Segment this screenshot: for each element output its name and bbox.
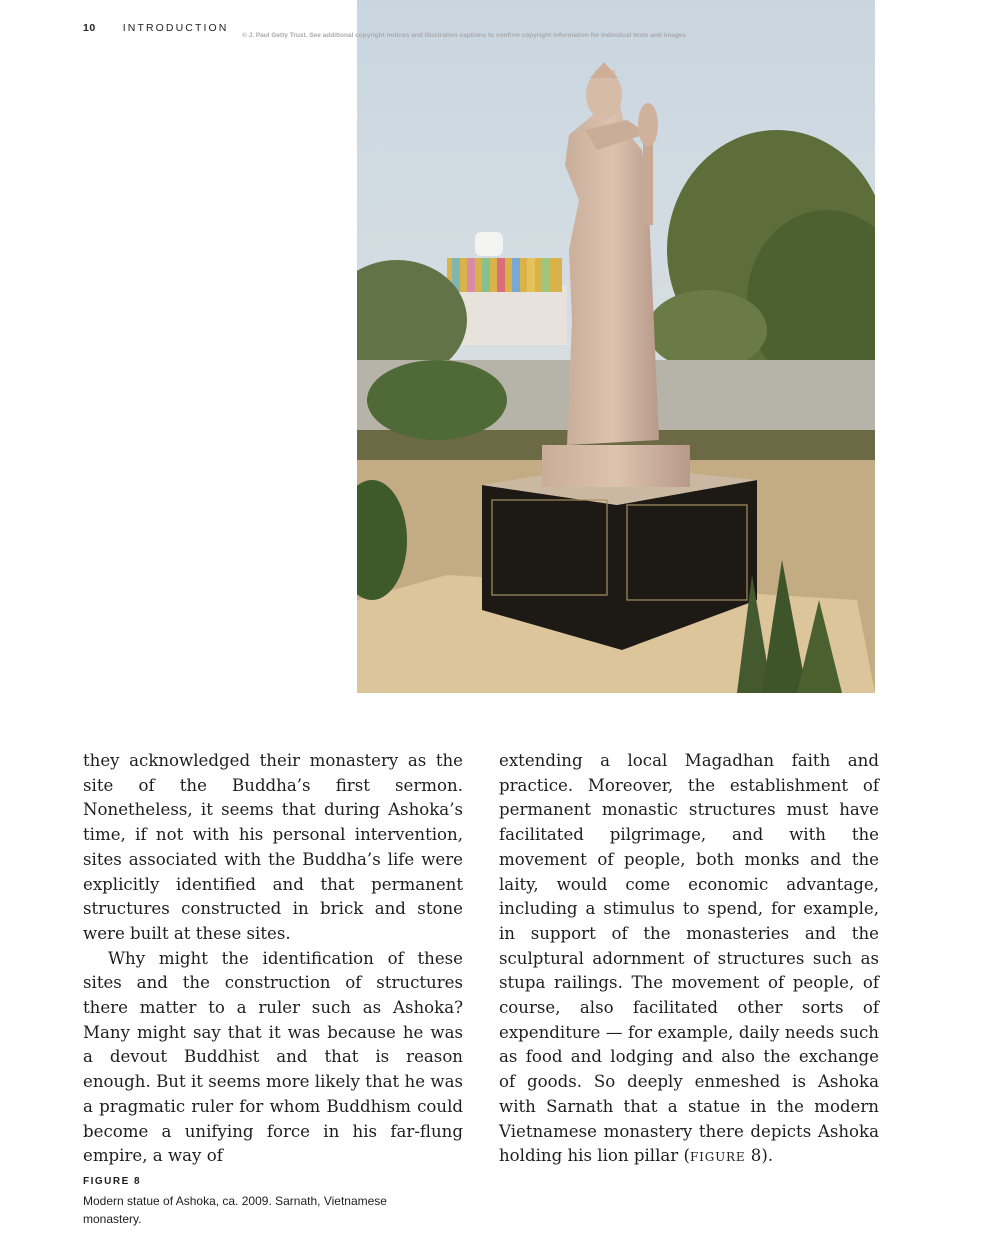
ashoka-statue-photo	[357, 0, 875, 693]
paragraph	[499, 749, 879, 1169]
figure-reference-number: 8	[745, 1146, 762, 1166]
figure-caption	[83, 1173, 413, 1229]
paragraph-end: ).	[761, 1146, 774, 1166]
paragraph: they acknowledged their monastery as the site of the Buddha’s first sermon. Nonetheless, it seems that during Ashoka’s time, if not with his personal intervention, sites associated with the Buddha’s life were explicitly identified and that permanent structures constructed in brick and stone were built at these sites.	[83, 751, 463, 943]
figure-label: FIGURE 8	[83, 1176, 142, 1187]
paragraph-text: extending a local Magadhan faith and practice. Moreover, the establishment of permanent monastic structures must have facilitated pilgrimage, and with the movement of people, both monks and the laity, would come economic advantage, including a stimulus to spend, for example, in support of the monasteries and the sculptural adornment of structures such as stupa railings. The movement of people, of course, also facilitated other sorts of expenditure — for example, daily needs such as food and lodging and also the exchange of goods. So deeply enmeshed is Ashoka with Sarnath that a statue in the modern Vietnamese monastery there depicts Ashoka holding his lion pillar (	[499, 751, 879, 1166]
page-number: 10	[83, 22, 96, 34]
running-header	[83, 22, 228, 34]
paragraph: Why might the identification of these sites and the construction of structures there matter to a ruler such as Ashoka? Many might say that it was because he was a devout Buddhist and that is reason enough. But it seems more likely that he was a pragmatic ruler for whom Buddhism could become a unifying force in his far-flung empire, a way of	[83, 948, 463, 1166]
copyright-notice: © J. Paul Getty Trust. See additional copyright notices and illustration captions to confirm copyright information for individual texts and images	[242, 32, 686, 39]
caption-text: Modern statue of Ashoka, ca. 2009. Sarnath, Vietnamese monastery.	[83, 1193, 387, 1226]
body-column-right	[499, 749, 879, 1169]
section-title: INTRODUCTION	[122, 22, 229, 34]
figure-reference: figure	[689, 1146, 746, 1166]
body-column-left	[83, 749, 463, 1169]
